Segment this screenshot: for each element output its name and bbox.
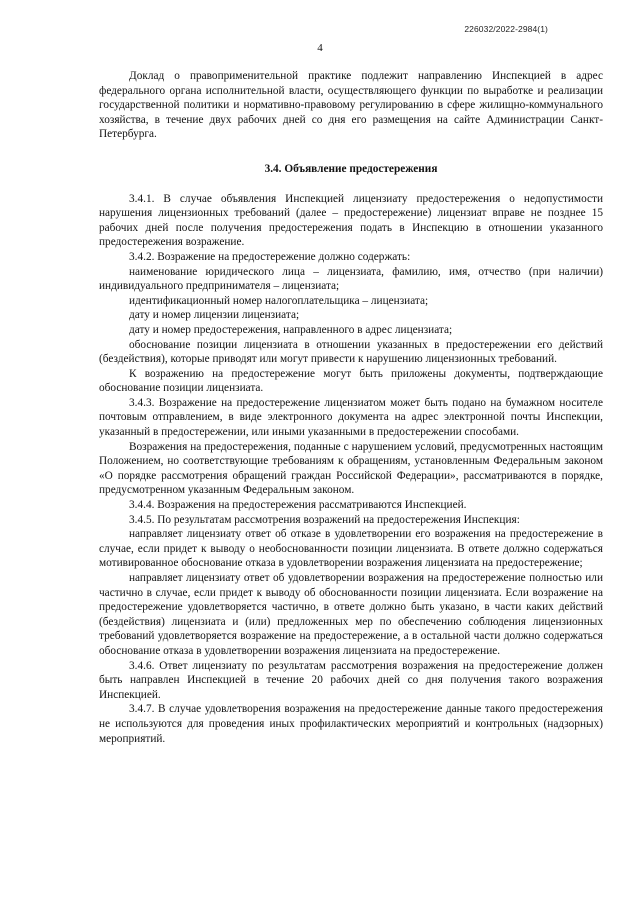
approval-paragraph: направляет лицензиату ответ об удовлетворении возражения на предостережение полностью или частично в случае, если придет к выводу об обоснованности позиции лицензиата. Если возражение на предостережение удовлетворяется частично, в ответе должно быть указано, в части каких действий (бездействия) лицензиата и (или) предложенных мер по обеспечению соблюдения лицензионных требований удовлетворяется возражение на предостережение, а в остальной части должно содержаться обоснование отказа в удовлетворении возражения лицензиата на предостережение. [99, 572, 603, 657]
objection-item-warning: дату и номер предостережения, направленного в адрес лицензиата; [129, 323, 453, 336]
paragraph-3-4-7: 3.4.7. В случае удовлетворения возражения на предостережение данные такого предостережения не используются для проведения иных профилактических мероприятий и контрольных (надзорных) мероприятий. [99, 703, 603, 745]
objection-item-license: дату и номер лицензии лицензиата; [129, 309, 300, 322]
paragraph-3-4-5: 3.4.5. По результатам рассмотрения возражений на предостережения Инспекция: [129, 513, 520, 526]
paragraph-3-4-4: 3.4.4. Возражения на предостережения рассматриваются Инспекцией. [129, 499, 467, 512]
objection-item-name: наименование юридического лица – лицензиата, фамилию, имя, отчество (при наличии) индивидуального предпринимателя – лицензиата; [99, 265, 603, 293]
document-body [99, 69, 603, 746]
section-heading: 3.4. Объявление предостережения [264, 162, 438, 175]
paragraph-3-4-3: 3.4.3. Возражение на предостережение лицензиатом может быть подано на бумажном носителе почтовым отправлением, в виде электронного документа на адрес электронной почты Инспекции, указанный в предостережении, или иными указанными в предостережении способами. [99, 396, 603, 439]
paragraph-3-4-1: 3.4.1. В случае объявления Инспекцией лицензиату предостережения о недопустимости нарушения лицензионных требований (далее – предостережение) лицензиат вправе не позднее 15 рабочих дней после получения предостережения подать в Инспекцию в отношении указанного предостережения возражение. [99, 192, 603, 249]
intro-paragraph: Доклад о правоприменительной практике подлежит направлению Инспекцией в адрес федерального органа исполнительной власти, осуществляющего функции по выработке и реализации государственной политики и нормативно-правовому регулированию в сфере жилищно-коммунального хозяйства, в течение двух рабочих дней со дня его размещения на сайте Администрации Санкт-Петербурга. [99, 70, 603, 141]
objection-item-justification: обоснование позиции лицензиата в отношении указанных в предостережении его действий (бездействия), которые приводят или могут привести к нарушению лицензионных требований. [99, 338, 603, 366]
violations-paragraph: Возражения на предостережения, поданные с нарушением условий, предусмотренных настоящим Положением, но соответствующие требованиям к обращениям, установленным Федеральным законом «О порядке рассмотрения обращений граждан Российской Федерации», рассматриваются в порядке, предусмотренном указанным Федеральным законом. [99, 440, 603, 497]
paragraph-3-4-2: 3.4.2. Возражение на предостережение должно содержать: [129, 250, 411, 263]
refusal-paragraph: направляет лицензиату ответ об отказе в удовлетворении его возражения на предостережение в случае, если придет к выводу о необоснованности позиции лицензиата. В ответе должно содержаться мотивированное обоснование отказа в удовлетворении возражения лицензиата на предостережение; [99, 528, 603, 570]
objection-item-inn: идентификационный номер налогоплательщика – лицензиата; [129, 294, 429, 307]
page-number: 4 [317, 42, 323, 54]
paragraph-3-4-6: 3.4.6. Ответ лицензиату по результатам рассмотрения возражения на предостережение должен быть направлен Инспекцией в течение 20 рабочих дней со дня получения такого возражения Инспекцией. [99, 659, 603, 701]
attachments-paragraph: К возражению на предостережение могут быть приложены документы, подтверждающие обоснование позиции лицензиата. [99, 367, 603, 395]
document-registration-number: 226032/2022-2984(1) [464, 24, 548, 34]
